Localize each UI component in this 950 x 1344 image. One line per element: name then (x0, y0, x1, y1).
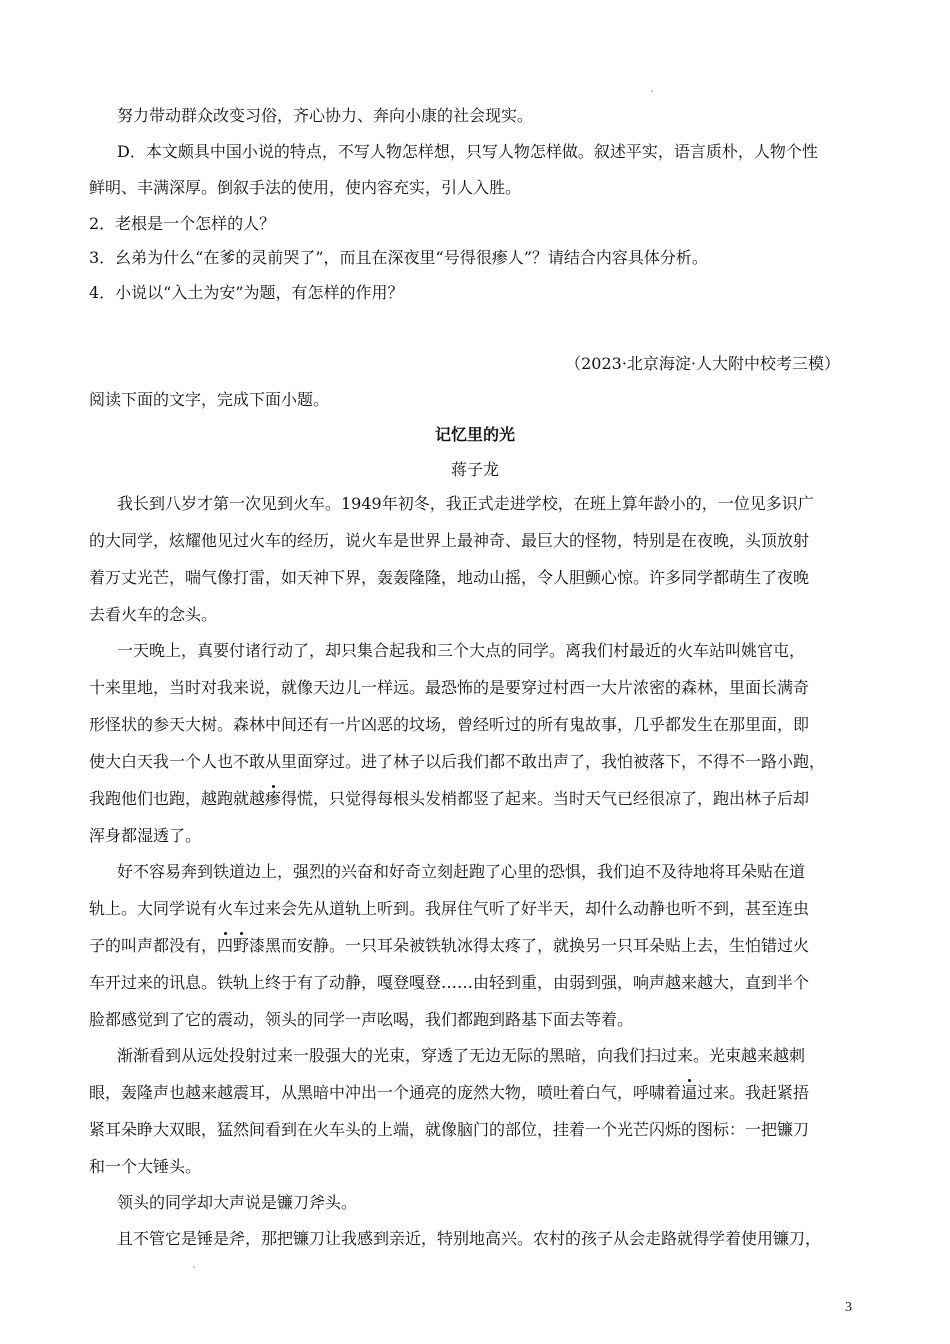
paragraph-line (89, 936, 809, 956)
emphasis-dot-char: 逼 (681, 1083, 698, 1102)
paragraph-line: 车开过来的讯息。铁轨上终于有了动静，嘎登嘎登……由轻到重，由弱到强，响声越来越大，直到半个 (89, 973, 810, 992)
text-line: 努力带动群众改变习俗，齐心协力、奔向小康的社会现实。 (117, 106, 534, 125)
emphasis-dot-char: 野 (233, 936, 250, 955)
emphasis-dot-char: 瘆 (265, 789, 282, 808)
question-4: 4．小说以“入土为安”为题，有怎样的作用？ (89, 283, 404, 302)
paragraph-line: 一天晚上，真要付诸行动了，却只集合起我和三个大点的同学。离我们村最近的火车站叫姚官屯， (117, 641, 806, 660)
paragraph-line: 浑身都湿透了。 (89, 826, 202, 845)
paragraph-line: 脸都感觉到了它的震动，领头的同学一声吆喝，我们都跑到路基下面去等着。 (89, 1010, 634, 1029)
text-span: 我跑他们也跑，越跑就越 (89, 789, 266, 808)
paragraph-line: 渐渐看到从远处投射过来一股强大的光束，穿透了无边无际的黑暗，向我们扫过来。光束越来越刺 (117, 1046, 806, 1065)
paragraph-line: 领头的同学却大声说是镰刀斧头。 (117, 1193, 358, 1212)
page-number: 3 (845, 1300, 852, 1315)
text-span: 过来。我赶紧捂 (697, 1083, 810, 1102)
text-span: 漆黑而安静。一只耳朵被铁轨冰得太疼了，就换另一只耳朵贴上去，生怕错过火 (249, 936, 810, 955)
paragraph-line: 和一个大锤头。 (89, 1157, 202, 1176)
source-citation: （2023·北京海淀·人大附中校考三模） (565, 354, 840, 373)
paragraph-line: 使大白天我一个人也不敢从里面穿过。进了林子以后我们都不敢出声了，我怕被落下，不得不一路小跑， (89, 752, 826, 771)
paragraph-line: 好不容易奔到铁道边上，强烈的兴奋和好奇立刻赶跑了心里的恐惧，我们迫不及待地将耳朵贴在道 (117, 862, 806, 881)
question-3: 3．幺弟为什么“在爹的灵前哭了”，而且在深夜里“号得很瘆人”？请结合内容具体分析。 (89, 248, 708, 267)
paragraph-line: 紧耳朵睁大双眼，猛然间看到在火车头的上端，就像脑门的部位，挂着一个光芒闪烁的图标：一把镰刀 (89, 1120, 810, 1139)
paragraph-line: 去看火车的念头。 (89, 605, 218, 624)
option-d-line: D．本文颇具中国小说的特点，不写人物怎样想，只写人物怎样做。叙述平实，语言质朴，人物个性 (117, 142, 818, 161)
article-author: 蒋子龙 (450, 460, 499, 479)
scan-speck (651, 90, 653, 92)
text-span: 眼，轰隆声也越来越震耳，从黑暗中冲出一个通亮的庞然大物，喷吐着白气，呼啸着 (89, 1083, 682, 1102)
paragraph-line: 且不管它是锤是斧，那把镰刀让我感到亲近，特别地高兴。农村的孩子从会走路就得学着使用镰刀， (117, 1229, 822, 1248)
emphasis-dot-char: 四 (217, 936, 234, 955)
paragraph-line: 着万丈光芒，喘气像打雷，如天神下界，轰轰隆隆，地动山摇，令人胆颤心惊。许多同学都萌生了夜晚 (89, 568, 810, 587)
paragraph-line (89, 1083, 809, 1103)
text-span: 得慌，只觉得每根头发梢都竖了起来。当时天气已经很凉了，跑出林子后却 (281, 789, 810, 808)
article-title: 记忆里的光 (434, 425, 515, 444)
instruction: 阅读下面的文字，完成下面小题。 (89, 390, 330, 409)
paragraph-line (89, 789, 809, 809)
scan-speck (193, 1266, 195, 1268)
paragraph-line: 形怪状的参天大树。森林中间还有一片凶恶的坟场，曾经听过的所有鬼故事，几乎都发生在那里面，即 (89, 715, 810, 734)
paragraph-line: 我长到八岁才第一次见到火车。1949年初冬，我正式走进学校，在班上算年龄小的，一位见多识广 (117, 494, 814, 513)
text-span: 子的叫声都没有， (89, 936, 218, 955)
paragraph-line: 十来里地，当时对我来说，就像天边儿一样远。最恐怖的是要穿过村西一大片浓密的森林，里面长满奇 (89, 678, 810, 697)
question-2: 2．老根是一个怎样的人？ (89, 214, 276, 233)
text-line: 鲜明、丰满深厚。倒叙手法的使用，使内容充实，引人入胜。 (89, 178, 522, 197)
paragraph-line: 轨上。大同学说有火车过来会先从道轨上听到。我屏住气听了好半天，却什么动静也听不到，甚至连虫 (89, 899, 810, 918)
paragraph-line: 的大同学，炫耀他见过火车的经历，说火车是世界上最神奇、最巨大的怪物，特别是在夜晚，头顶放射 (89, 531, 810, 550)
